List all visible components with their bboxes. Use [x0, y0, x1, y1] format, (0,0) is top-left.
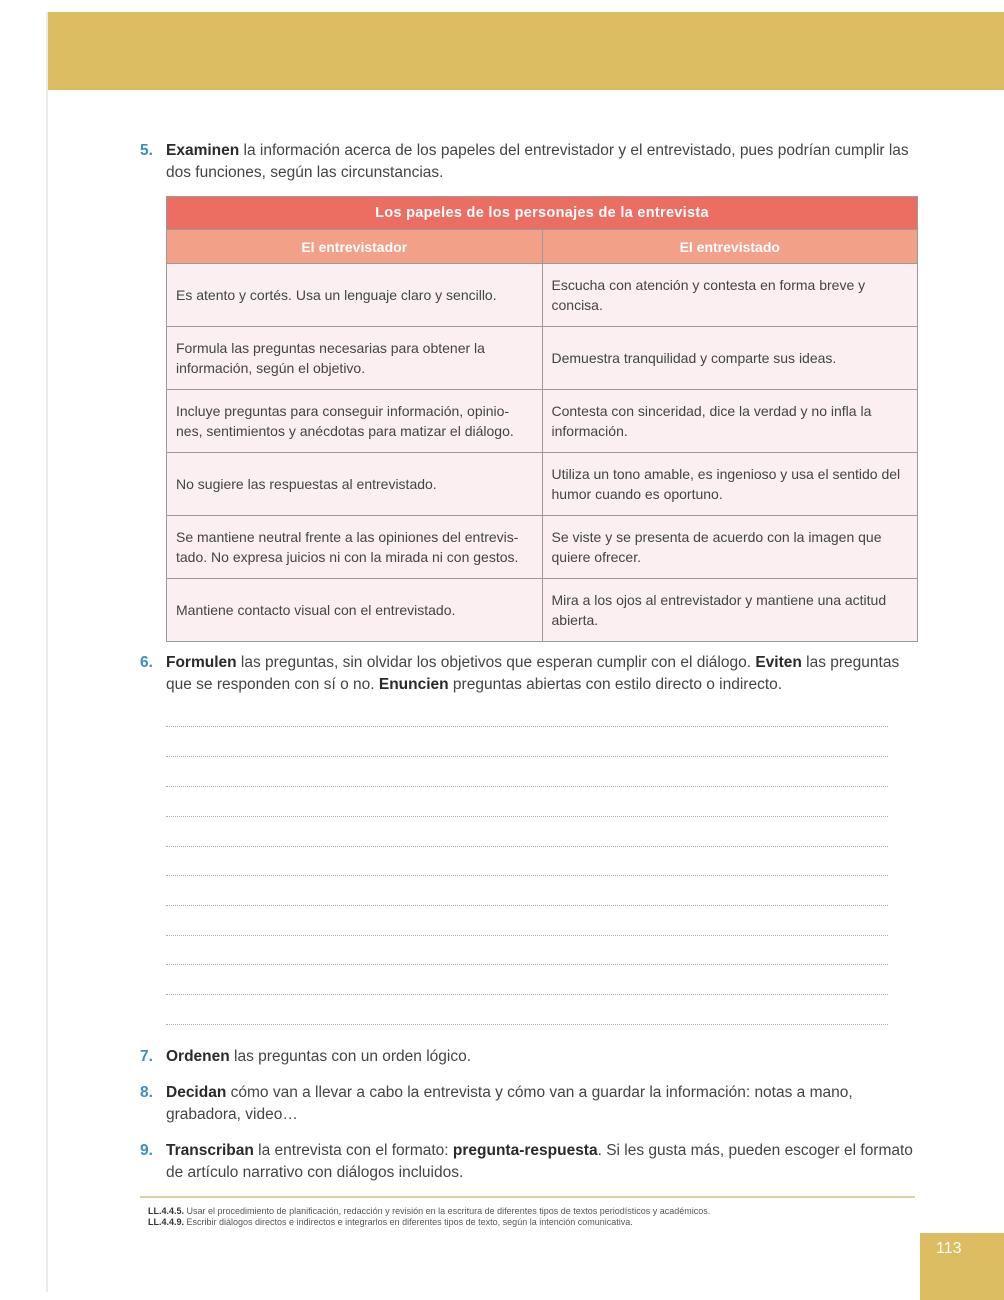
question-8: [140, 1082, 922, 1126]
table-title: Los papeles de los personajes de la entrevista: [167, 197, 918, 230]
table-cell: Mira a los ojos al entrevistador y mantiene una actitud abierta.: [542, 579, 918, 642]
curriculum-note: LL.4.4.5. Usar el procedimiento de planificación, redacción y revisión en la escritura de diferentes tipos de textos periodísticos y académicos.: [148, 1206, 711, 1216]
table-cell: No sugiere las respuestas al entrevistado.: [167, 453, 543, 516]
question-text: Decidan cómo van a llevar a cabo la entrevista y cómo van a guardar la información: notas a mano, grabadora, video…: [166, 1084, 853, 1123]
table-row: [167, 516, 918, 579]
question-9: [140, 1140, 922, 1184]
question-text: Transcriban la entrevista con el formato: pregunta-respuesta. Si les gusta más, pueden escoger el formato de artículo narrativo con diálogos incluidos.: [166, 1142, 913, 1181]
question-6: [140, 652, 922, 696]
table-cell: Escucha con atención y contesta en forma breve y concisa.: [542, 264, 918, 327]
question-text: Ordenen las preguntas con un orden lógico.: [166, 1048, 472, 1065]
answer-line[interactable]: [166, 1024, 888, 1025]
table-row: [167, 390, 918, 453]
roles-table: [166, 196, 918, 642]
question-text: Examinen la información acerca de los papeles del entrevistador y el entrevistado, pues podrían cumplir las dos funciones, según las circunstancias.: [166, 142, 909, 181]
answer-line[interactable]: [166, 816, 888, 817]
answer-line[interactable]: [166, 964, 888, 965]
table-cell: Mantiene contacto visual con el entrevistado.: [167, 579, 543, 642]
answer-line[interactable]: [166, 786, 888, 787]
question-number: 8.: [140, 1084, 153, 1101]
table-cell: Es atento y cortés. Usa un lenguaje claro y sencillo.: [167, 264, 543, 327]
question-number: 6.: [140, 654, 153, 671]
answer-line[interactable]: [166, 756, 888, 757]
table-cell: Contesta con sinceridad, dice la verdad y no infla la información.: [542, 390, 918, 453]
answer-line[interactable]: [166, 726, 888, 727]
question-number: 9.: [140, 1142, 153, 1159]
table-cell: Se mantiene neutral frente a las opiniones del entrevis-tado. No expresa juicios ni con la mirada ni con gestos.: [167, 516, 543, 579]
page-edge: [46, 12, 48, 1292]
column-header-interviewee: El entrevistado: [542, 230, 918, 264]
curriculum-note: LL.4.4.9. Escribir diálogos directos e indirectos e integrarlos en diferentes tipos de texto, según la intención comunicativa.: [148, 1217, 633, 1227]
column-header-interviewer: El entrevistador: [167, 230, 543, 264]
table-cell: Demuestra tranquilidad y comparte sus ideas.: [542, 327, 918, 390]
question-text: Formulen las preguntas, sin olvidar los objetivos que esperan cumplir con el diálogo. Eviten las preguntas que se responden con sí o no. Enuncien preguntas abiertas con estilo directo o indirecto.: [166, 654, 900, 693]
table-row: [167, 579, 918, 642]
table-cell: Se viste y se presenta de acuerdo con la imagen que quiere ofrecer.: [542, 516, 918, 579]
question-verb: Examinen: [166, 142, 240, 159]
table-cell: Utiliza un tono amable, es ingenioso y usa el sentido del humor cuando es oportuno.: [542, 453, 918, 516]
answer-line[interactable]: [166, 846, 888, 847]
table-cell: Formula las preguntas necesarias para obtener la información, según el objetivo.: [167, 327, 543, 390]
answer-line[interactable]: [166, 935, 888, 936]
answer-line[interactable]: [166, 994, 888, 995]
answer-line[interactable]: [166, 875, 888, 876]
top-header-band: [48, 12, 1004, 90]
answer-line[interactable]: [166, 905, 888, 906]
table-row: [167, 264, 918, 327]
question-number: 7.: [140, 1048, 153, 1065]
footer-divider: [140, 1196, 915, 1198]
question-number: 5.: [140, 142, 153, 159]
curriculum-notes: [148, 1206, 868, 1228]
table-row: [167, 453, 918, 516]
table-cell: Incluye preguntas para conseguir información, opinio-nes, sentimientos y anécdotas para matizar el diálogo.: [167, 390, 543, 453]
page-number: 113: [920, 1233, 1004, 1300]
question-5: [140, 140, 922, 184]
table-row: [167, 327, 918, 390]
question-7: [140, 1046, 922, 1068]
